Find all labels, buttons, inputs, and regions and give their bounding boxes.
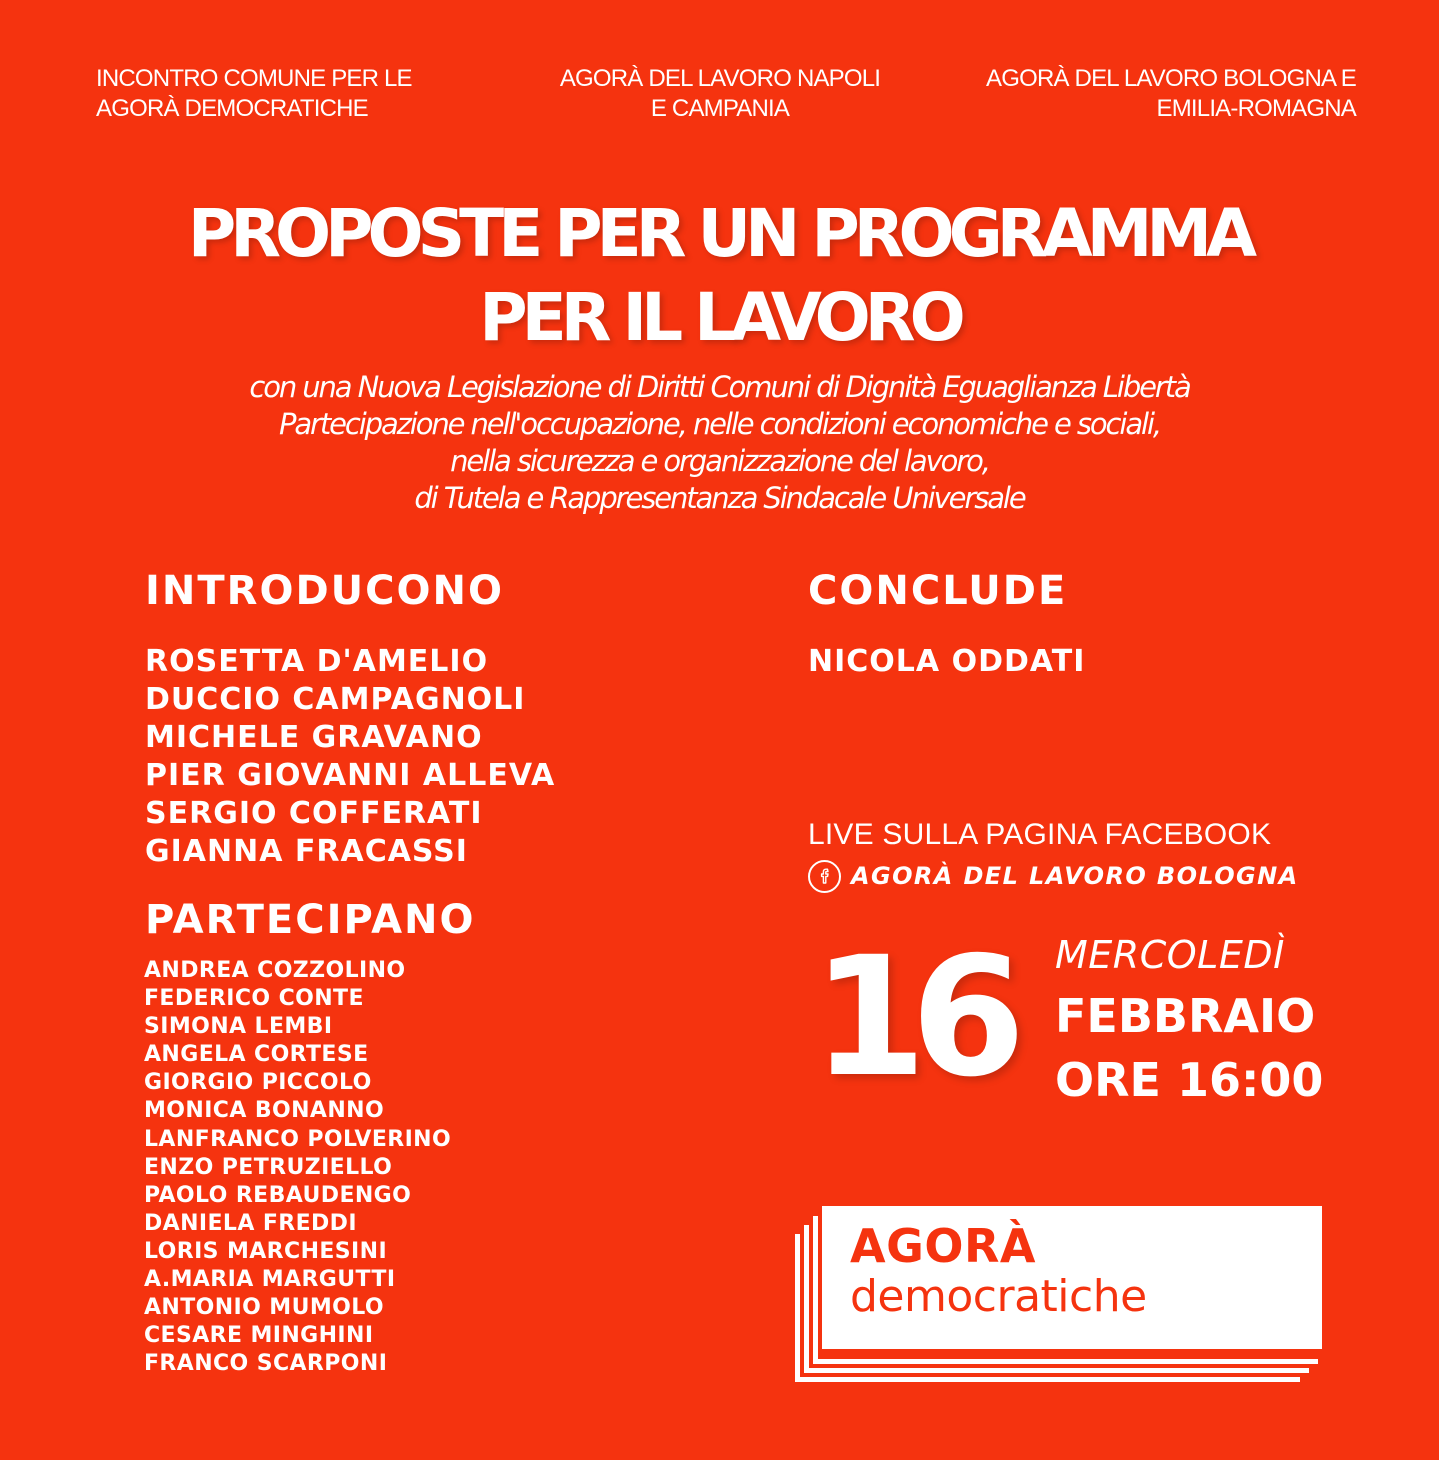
participant-name: A.MARIA MARGUTTI: [144, 1267, 396, 1293]
participant-name: GIORGIO PICCOLO: [144, 1070, 372, 1096]
partecipano-list: [144, 957, 451, 1378]
participant-name: CESARE MINGHINI: [144, 1323, 374, 1349]
facebook-link[interactable]: [808, 856, 1299, 896]
partecipano-heading: PARTECIPANO: [145, 897, 476, 943]
participant-name: ANDREA COZZOLINO: [144, 958, 406, 983]
logo-subtitle: democratiche: [850, 1271, 1147, 1322]
logo-title: AGORÀ: [850, 1219, 1036, 1273]
conclude-heading: CONCLUDE: [808, 568, 1068, 614]
introducono-list: [145, 643, 555, 871]
organizer-center-line: AGORÀ DEL LAVORO NAPOLI: [559, 65, 881, 92]
date-time: ORE 16:00: [1055, 1053, 1324, 1107]
organizer-center: [520, 64, 920, 124]
title-line: PER IL LAVORO: [479, 279, 960, 356]
participant-name: ANTONIO MUMOLO: [144, 1295, 384, 1321]
date-weekday: MERCOLEDÌ: [1055, 933, 1285, 977]
conclude-name: NICOLA ODDATI: [808, 644, 1086, 679]
subtitle-line: nella sicurezza e organizzazione del lavoro,: [450, 444, 989, 478]
live-label: LIVE SULLA PAGINA FACEBOOK: [808, 818, 1272, 851]
speaker-name: SERGIO COFFERATI: [145, 796, 483, 831]
facebook-icon: [808, 860, 841, 893]
participant-name: SIMONA LEMBI: [144, 1014, 333, 1040]
title-line: PROPOSTE PER UN PROGRAMMA: [187, 195, 1252, 272]
participant-name: LORIS MARCHESINI: [144, 1238, 388, 1264]
speaker-name: ROSETTA D'AMELIO: [145, 644, 489, 679]
organizer-right-line: AGORÀ DEL LAVORO BOLOGNA E: [986, 65, 1356, 92]
speaker-name: DUCCIO CAMPAGNOLI: [145, 682, 526, 717]
organizer-left-line: AGORÀ DEMOCRATICHE: [96, 95, 368, 122]
introducono-heading: INTRODUCONO: [145, 568, 504, 614]
speaker-name: MICHELE GRAVANO: [145, 720, 483, 755]
date-month: FEBBRAIO: [1055, 989, 1316, 1043]
participant-name: DANIELA FREDDI: [144, 1210, 357, 1236]
organizer-center-line: E CAMPANIA: [650, 95, 790, 122]
speaker-name: PIER GIOVANNI ALLEVA: [145, 758, 556, 793]
date-day: 16: [812, 921, 1010, 1113]
subtitle-line: con una Nuova Legislazione di Diritti Comuni di Dignità Eguaglianza Libertà: [249, 370, 1190, 404]
participant-name: FEDERICO CONTE: [144, 986, 364, 1012]
logo-box: [822, 1206, 1322, 1349]
participant-name: FRANCO SCARPONI: [144, 1351, 388, 1377]
speaker-name: GIANNA FRACASSI: [145, 834, 468, 869]
participant-name: ANGELA CORTESE: [144, 1042, 369, 1068]
subtitle: [0, 369, 1439, 517]
participant-name: PAOLO REBAUDENGO: [144, 1182, 412, 1208]
facebook-page-name: AGORÀ DEL LAVORO BOLOGNA: [851, 862, 1299, 890]
organizer-left: [96, 64, 412, 124]
organizer-right-line: EMILIA-ROMAGNA: [1156, 95, 1356, 122]
organizer-right: [986, 64, 1356, 124]
subtitle-line: di Tutela e Rappresentanza Sindacale Universale: [414, 481, 1025, 515]
page-title: [0, 192, 1439, 360]
participant-name: ENZO PETRUZIELLO: [144, 1154, 393, 1180]
participant-name: LANFRANCO POLVERINO: [144, 1126, 452, 1152]
subtitle-line: Partecipazione nell'occupazione, nelle condizioni economiche e sociali,: [278, 407, 1161, 441]
organizer-left-line: INCONTRO COMUNE PER LE: [96, 65, 412, 92]
participant-name: MONICA BONANNO: [144, 1098, 385, 1124]
